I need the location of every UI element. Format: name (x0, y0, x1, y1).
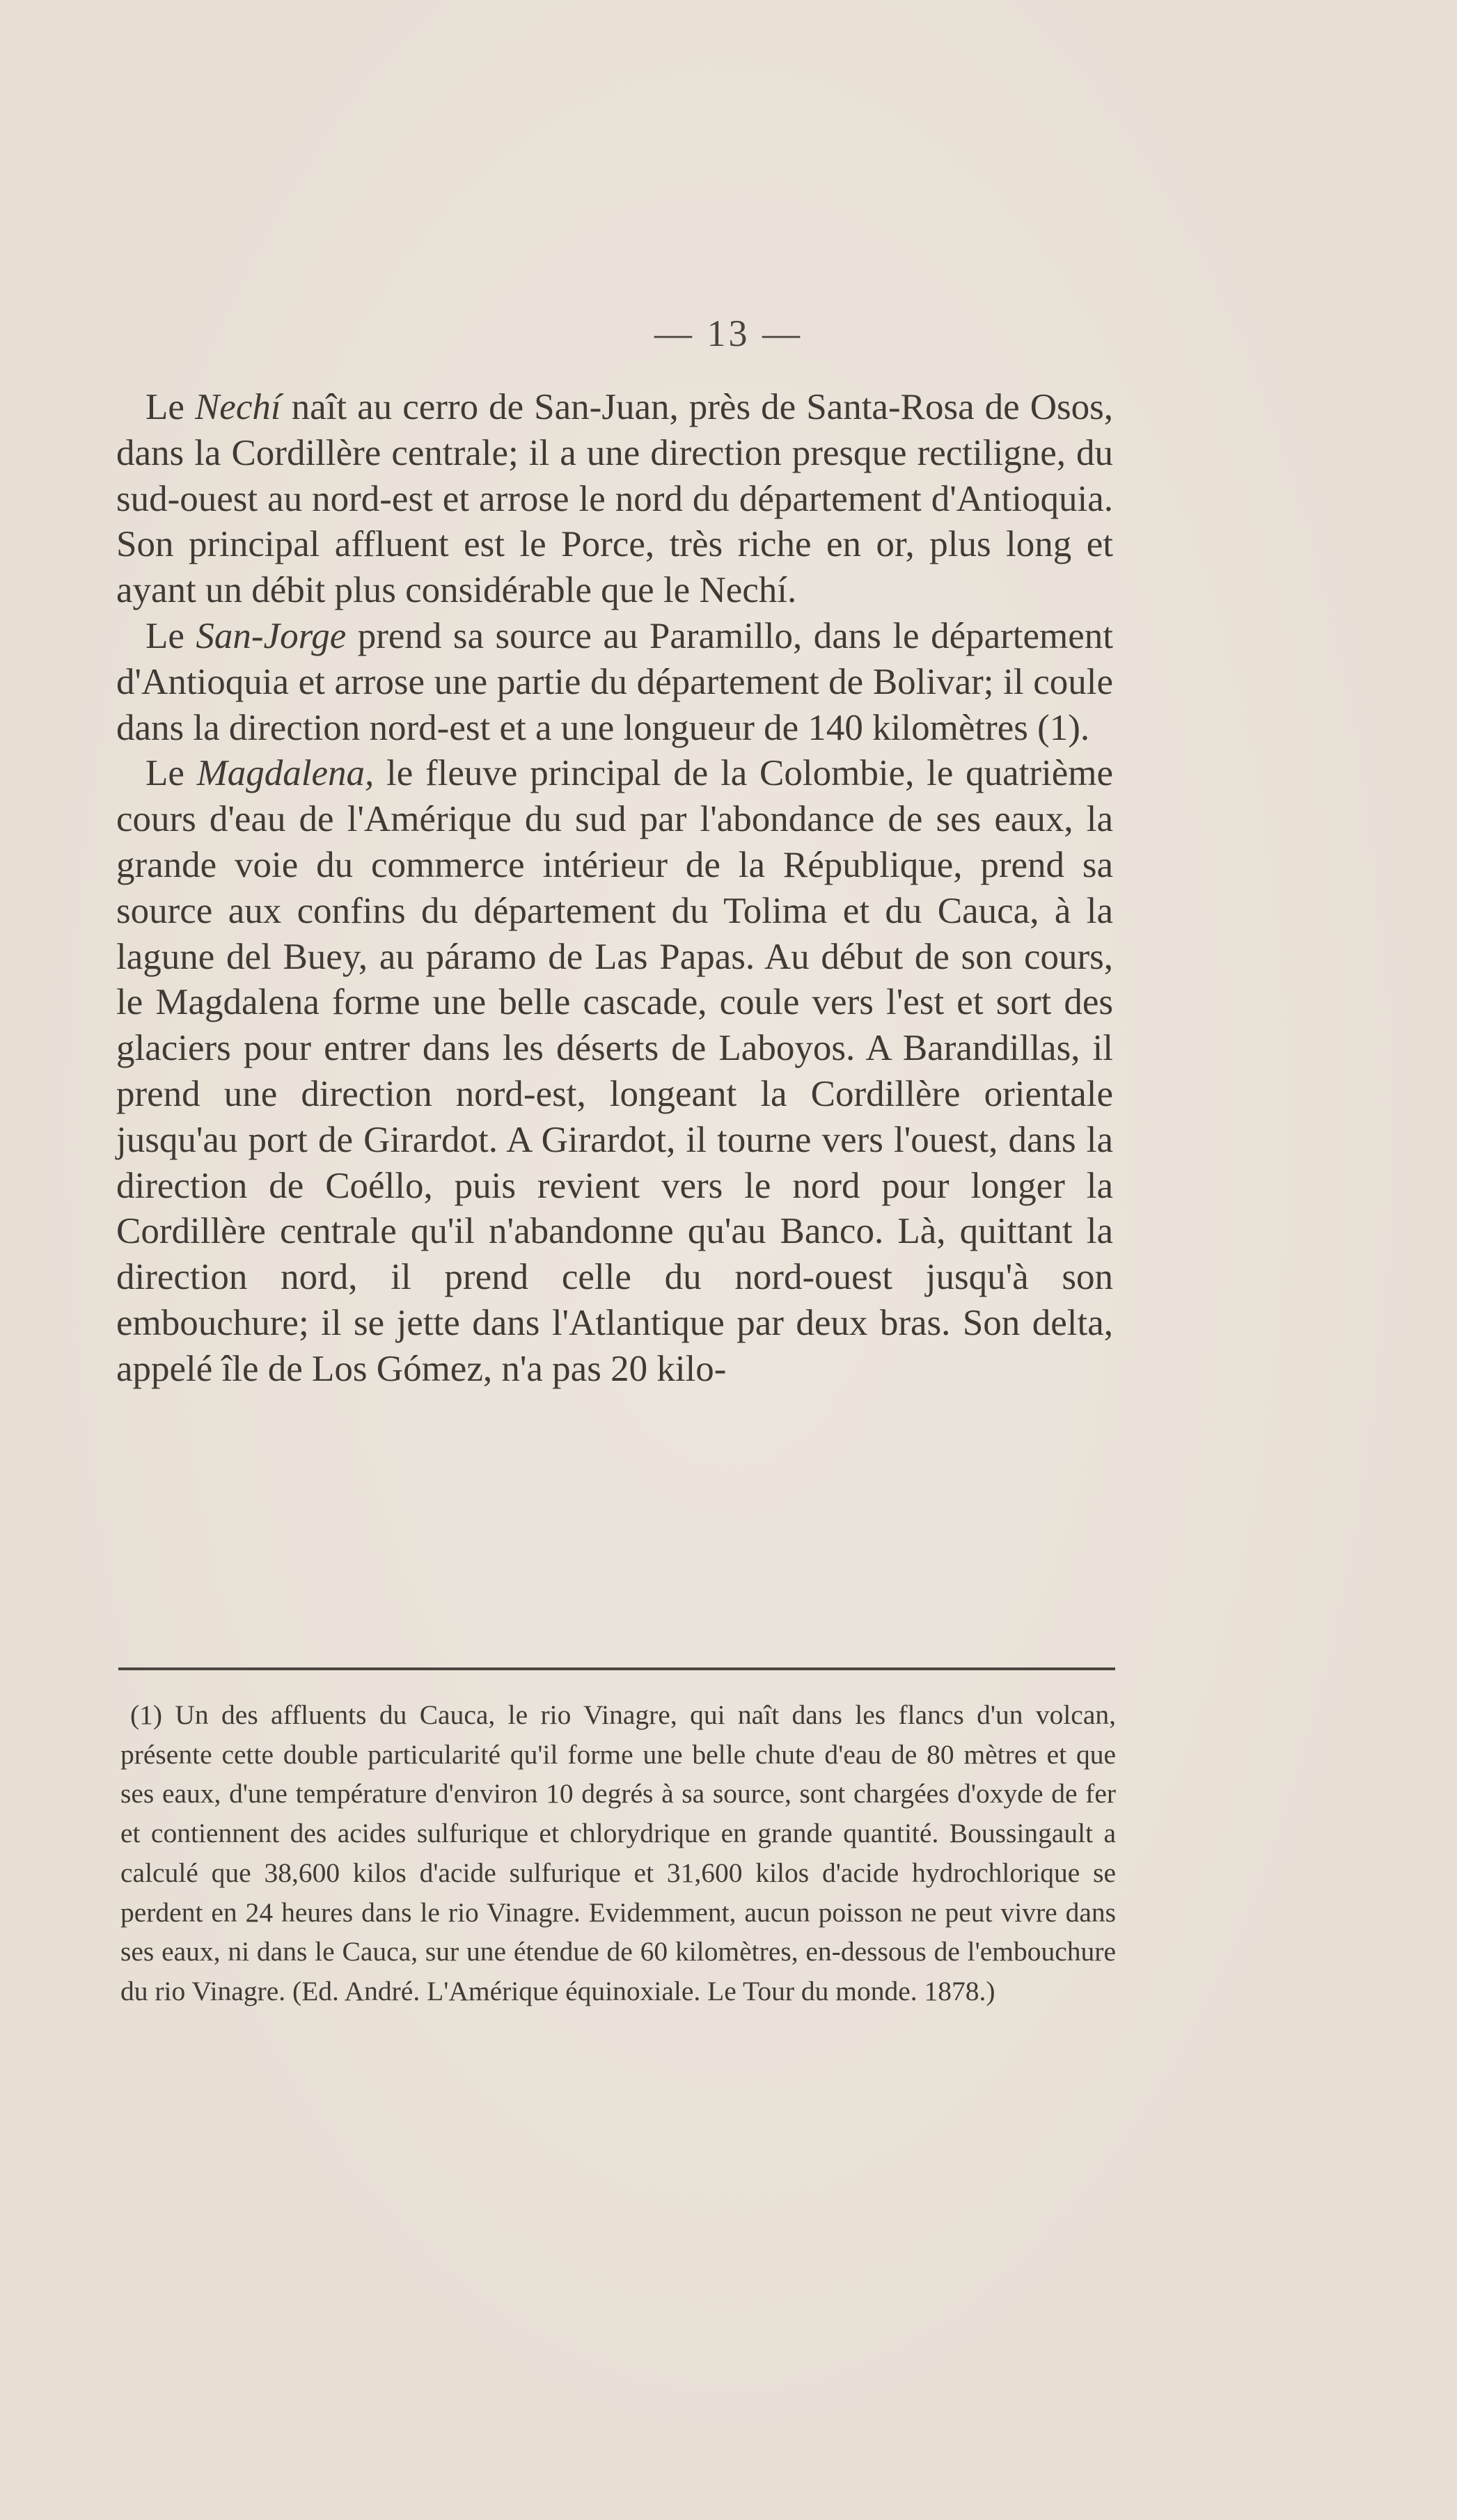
paragraph-lead: Le (145, 753, 197, 794)
paragraph-lead: Le (145, 387, 195, 427)
main-text (116, 385, 1113, 1393)
paragraph-nechi (116, 385, 1113, 614)
footnote (120, 1695, 1116, 2011)
paragraph-magdalena (116, 751, 1113, 1392)
river-name-nechi: Nechí (194, 387, 281, 427)
page-number: — 13 — (654, 312, 803, 354)
river-name-magdalena: Magdalena, (196, 753, 375, 794)
paragraph-text: le fleuve principal de la Colombie, le quatrième cours d'eau de l'Amérique du sud par l'abondance de ses eaux, la grande voie du commerce intérieur de la République, prend sa source aux confins du département du Tolima et du Cauca, à la lagune del Buey, au páramo de Las Papas. Au début de son cours, le Magdalena forme une belle cascade, coule vers l'est et sort des glaciers pour entrer dans les déserts de Laboyos. A Barandillas, il prend une direction nord-est, longeant la Cordillère orientale jusqu'au port de Girardot. A Girardot, il tourne vers l'ouest, dans la direction de Coéllo, puis revient vers le nord pour longer la Cordillère centrale qu'il n'abandonne qu'au Banco. Là, quittant la direction nord, il prend celle du nord-ouest jusqu'à son embouchure; il se jette dans l'Atlantique par deux bras. Son delta, appelé île de Los Gómez, n'a pas 20 kilo- (116, 753, 1113, 1389)
paragraph-san-jorge (116, 614, 1113, 751)
paragraph-text: prend sa source au Paramillo, dans le département d'Antioquia et arrose une partie du département de Bolivar; il coule dans la direction nord-est et a une longueur de 140 kilomètres (1). (116, 615, 1113, 748)
footnote-text: (1) Un des affluents du Cauca, le rio Vinagre, qui naît dans les flancs d'un volcan, présente cette double particularité qu'il forme une belle chute d'eau de 80 mètres et que ses eaux, d'une température d'environ 10 degrés à sa source, sont chargées d'oxyde de fer et contiennent des acides sulfurique et chlorydrique en grande quantité. Boussingault a calculé que 38,600 kilos d'acide sulfurique et 31,600 kilos d'acide hydrochlorique se perdent en 24 heures dans le rio Vinagre. Evidemment, aucun poisson ne peut vivre dans ses eaux, ni dans le Cauca, sur une étendue de 60 kilomètres, en-dessous de l'embouchure du rio Vinagre. (Ed. André. L'Amérique équinoxiale. Le Tour du monde. 1878.) (120, 1699, 1116, 2006)
paragraph-text: naît au cerro de San-Juan, près de Santa-Rosa de Osos, dans la Cordillère centrale; il a une direction presque rectiligne, du sud-ouest au nord-est et arrose le nord du département d'Antioquia. Son principal affluent est le Porce, très riche en or, plus long et ayant un débit plus considérable que le Nechí. (116, 387, 1113, 611)
paragraph-lead: Le (145, 615, 196, 656)
river-name-san-jorge: San-Jorge (196, 615, 347, 656)
footnote-divider (118, 1667, 1115, 1670)
